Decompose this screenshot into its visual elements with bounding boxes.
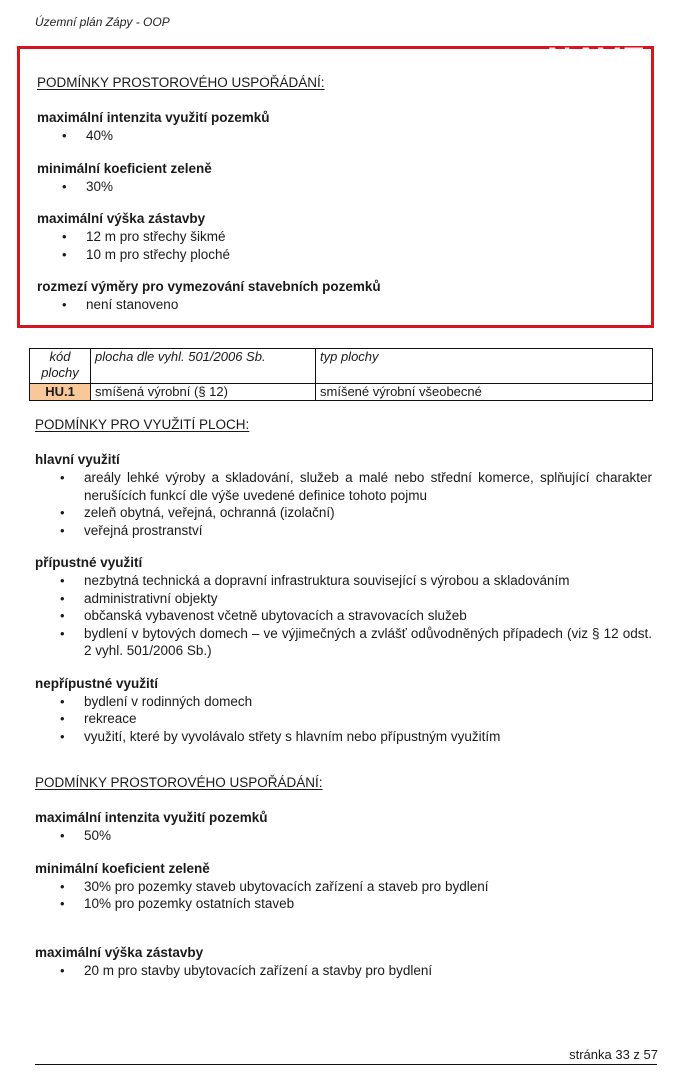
- subheading: minimální koeficient zeleně: [37, 160, 212, 176]
- subheading: nepřípustné využití: [35, 675, 159, 691]
- subheading: přípustné využití: [35, 555, 143, 570]
- list-item: • 10% pro pozemky ostatních staveb: [84, 895, 652, 913]
- bullet-list: [35, 469, 652, 539]
- table-row: [30, 384, 653, 401]
- header-cell-area: plocha dle vyhl. 501/2006 Sb.: [91, 349, 316, 384]
- bullet-list: [35, 878, 652, 913]
- section-title: PODMÍNKY PRO VYUŽITÍ PLOCH:: [35, 417, 250, 432]
- bullet-list: [35, 693, 652, 746]
- list-item: • 20 m pro stavby ubytovacích zařízení a stavby pro bydlení: [84, 962, 652, 980]
- list-item: • zeleň obytná, veřejná, ochranná (izolační): [84, 504, 652, 522]
- subheading: maximální výška zástavby: [35, 944, 204, 960]
- list-item: • 10 m pro střechy ploché: [86, 246, 641, 264]
- main-content: [35, 348, 652, 995]
- list-item: • není stanoveno: [86, 296, 641, 314]
- footer-divider: [35, 1064, 657, 1065]
- subheading: maximální výška zástavby: [37, 211, 206, 226]
- table-header-row: [30, 349, 653, 384]
- list-item: • využití, které by vyvolávalo střety s hlavním nebo přípustným využitím: [84, 728, 652, 746]
- bullet-list: [35, 827, 652, 845]
- subheading: minimální koeficient zeleně: [35, 860, 210, 876]
- list-item: • 40%: [86, 127, 641, 145]
- list-item: • administrativní objekty: [84, 590, 652, 608]
- subheading: rozmezí výměry pro vymezování stavebních pozemků: [37, 279, 381, 294]
- list-item: • 12 m pro střechy šikmé: [86, 228, 641, 246]
- section-title: PODMÍNKY PROSTOROVÉHO USPOŘÁDÁNÍ:: [37, 75, 325, 90]
- bullet-list: [37, 127, 641, 145]
- watermark-text: NAVE: [547, 41, 647, 79]
- list-item: • bydlení v rodinných domech: [84, 693, 652, 711]
- subheading: hlavní využití: [35, 452, 120, 467]
- list-item: • nezbytná technická a dopravní infrastruktura související s výrobou a skladováním: [84, 572, 652, 590]
- list-item: • rekreace: [84, 710, 652, 728]
- list-item: • 50%: [84, 827, 652, 845]
- list-item: • areály lehké výroby a skladování, služeb a malé nebo střední komerce, splňující charakter nerušících funkcí dle výše uvedené definice tohoto pojmu: [84, 469, 652, 504]
- area-cell: smíšená výrobní (§ 12): [91, 384, 316, 401]
- page-number: stránka 33 z 57: [569, 1047, 658, 1062]
- highlighted-spatial-conditions: [17, 41, 654, 328]
- bullet-list: [35, 962, 652, 980]
- header-cell-type: typ plochy: [316, 349, 653, 384]
- list-item: • 30%: [86, 178, 641, 196]
- plot-table: [29, 348, 653, 401]
- bullet-list: [35, 572, 652, 660]
- running-header: Územní plán Zápy - OOP: [35, 15, 170, 29]
- bullet-list: [37, 228, 641, 263]
- list-item: • veřejná prostranství: [84, 522, 652, 540]
- section-title: PODMÍNKY PROSTOROVÉHO USPOŘÁDÁNÍ:: [35, 775, 323, 790]
- list-item: • 30% pro pozemky staveb ubytovacích zařízení a staveb pro bydlení: [84, 878, 652, 896]
- list-item: • občanská vybavenost včetně ubytovacích a stravovacích služeb: [84, 607, 652, 625]
- bullet-list: [37, 178, 641, 196]
- list-item: • bydlení v bytových domech – ve výjimečných a zvlášť odůvodněných případech (viz § 12 odst. 2 vyhl. 501/2006 Sb.): [84, 625, 652, 660]
- type-cell: smíšené výrobní všeobecné: [316, 384, 653, 401]
- bullet-list: [37, 296, 641, 314]
- header-cell-code: kód plochy: [30, 349, 91, 384]
- subheading: maximální intenzita využití pozemků: [35, 810, 268, 825]
- subheading: maximální intenzita využití pozemků: [37, 110, 270, 125]
- plot-code-cell: HU.1: [30, 384, 91, 401]
